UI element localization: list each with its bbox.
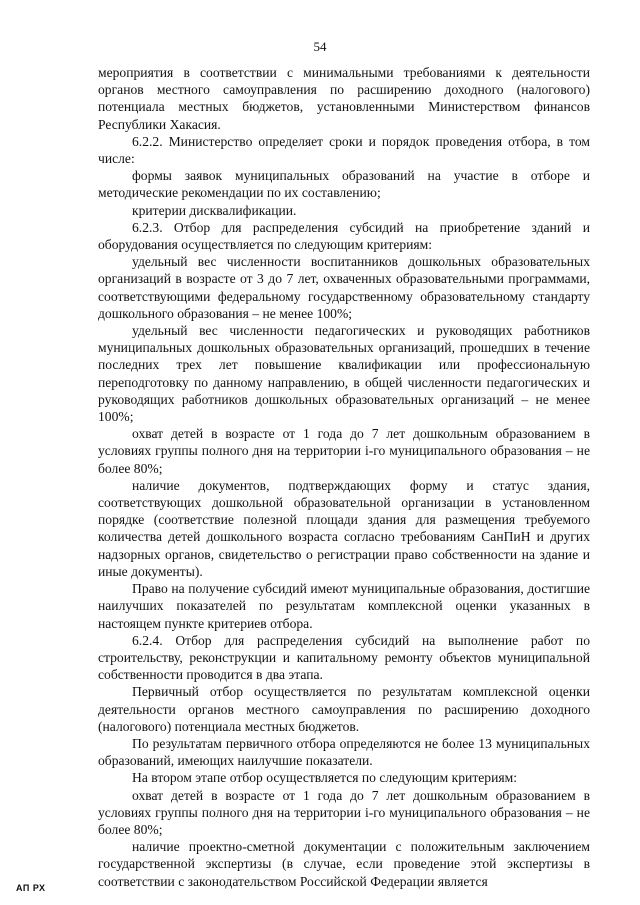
paragraph: наличие проектно-сметной документации с положительным заключением государственной экспертизы (в случае, если проведение этой экспертизы в соответствии с законодательством Российской Федерации является (98, 839, 590, 889)
paragraph: Первичный отбор осуществляется по результатам комплексной оценки деятельности органов местного самоуправления по расширению доходного (налогового) потенциала местных бюджетов. (98, 684, 590, 734)
paragraph: На втором этапе отбор осуществляется по следующим критериям: (132, 770, 517, 786)
paragraph: 6.2.2. Министерство определяет сроки и порядок проведения отбора, в том числе: (98, 133, 590, 167)
document-body (98, 64, 590, 890)
paragraph: удельный вес численности педагогических и руководящих работников муниципальных дошкольных образовательных организаций, прошедших в течение последних трех лет повышение квалификации или профессиональную переподготовку по данному направлению, в общей численности педагогических и руководящих работников дошкольных образовательных организаций – не менее 100%; (98, 323, 590, 425)
paragraph: По результатам первичного отбора определяются не более 13 муниципальных образований, имеющих наилучшие показатели. (98, 735, 590, 769)
paragraph: охват детей в возрасте от 1 года до 7 лет дошкольным образованием в условиях группы полного дня на территории i-го муниципального образования – не более 80%; (98, 426, 590, 476)
paragraph: критерии дисквалификации. (132, 202, 297, 218)
paragraph: мероприятия в соответствии с минимальными требованиями к деятельности органов местного самоуправления по расширению доходного (налогового) потенциала местных бюджетов, установленными Министерством финансов Республики Хакасия. (98, 65, 590, 132)
paragraph: 6.2.3. Отбор для распределения субсидий на приобретение зданий и оборудования осуществляется по следующим критериям: (98, 219, 590, 253)
paragraph: 6.2.4. Отбор для распределения субсидий на выполнение работ по строительству, реконструкции и капитальному ремонту объектов муниципальной собственности проводится в два этапа. (98, 632, 590, 683)
paragraph: формы заявок муниципальных образований на участие в отборе и методические рекомендации по их составлению; (98, 168, 590, 201)
paragraph: удельный вес численности воспитанников дошкольных образовательных организаций в возрасте от 3 до 7 лет, охваченных образовательными программами, соответствующими федеральному государственному образовательному стандарту дошкольного образования – не менее 100%; (98, 254, 590, 321)
paragraph: Право на получение субсидий имеют муниципальные образования, достигшие наилучших показателей по результатам комплексной оценки указанных в настоящем пункте критериев отбора. (98, 581, 590, 631)
footer-stamp: АП РХ (16, 883, 46, 893)
page-number: 54 (313, 39, 327, 54)
paragraph: наличие документов, подтверждающих форму и статус здания, соответствующих дошкольной образовательной организации в установленном порядке (соответствие полезной площади здания для размещения требуемого количества детей дошкольного возраста согласно требованиям СанПиН и других надзорных органов, свидетельство о регистрации право собственности на здание и иные документы). (98, 477, 590, 579)
paragraph: охват детей в возрасте от 1 года до 7 лет дошкольным образованием в условиях группы полного дня на территории i-го муниципального образования – не более 80%; (98, 787, 590, 837)
